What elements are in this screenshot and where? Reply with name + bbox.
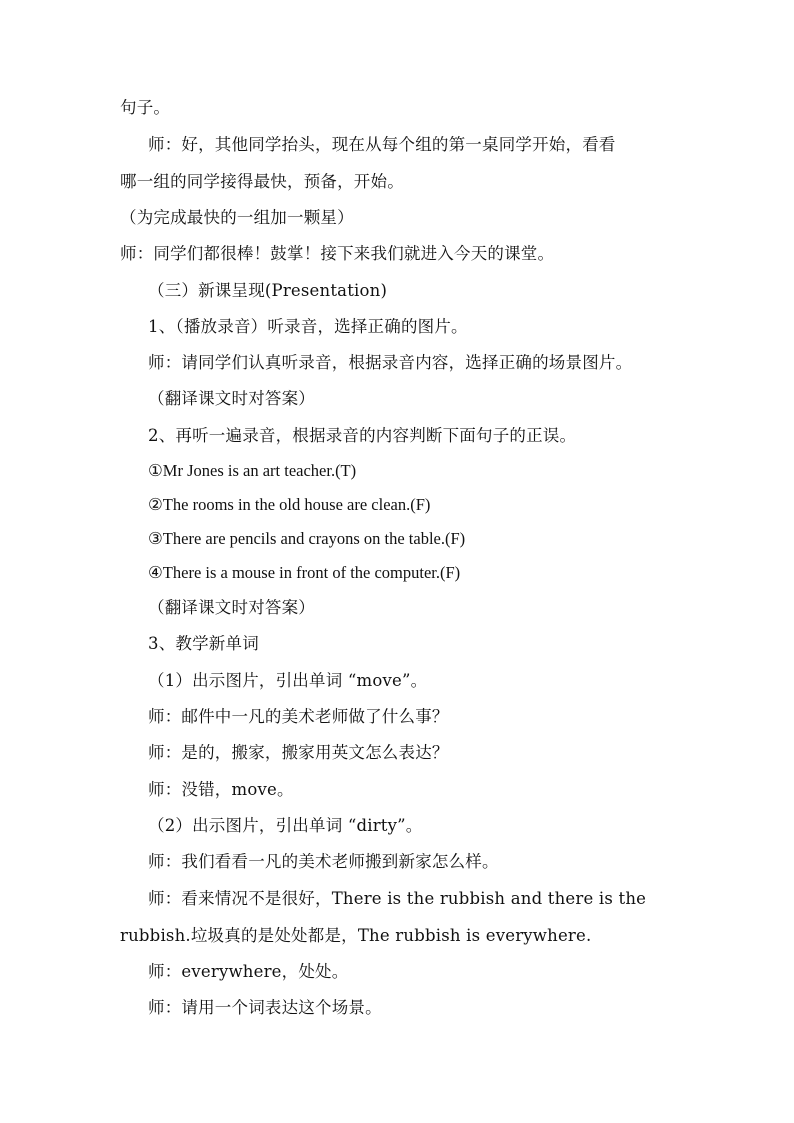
text-line: 师：邮件中一凡的美术老师做了什么事？ bbox=[148, 707, 449, 726]
text-line: 师：请同学们认真听录音，根据录音内容，选择正确的场景图片。 bbox=[148, 353, 633, 372]
true-false-item: ④There is a mouse in front of the computer.(F) bbox=[148, 563, 461, 582]
text-line: 师：我们看看一凡的美术老师搬到新家怎么样。 bbox=[148, 852, 499, 871]
text-line: （为完成最快的一组加一颗星） bbox=[120, 208, 354, 227]
text-line: 2、再听一遍录音，根据录音的内容判断下面句子的正误。 bbox=[148, 426, 577, 445]
true-false-item: ②The rooms in the old house are clean.(F) bbox=[148, 495, 431, 514]
section-heading: （三）新课呈现(Presentation) bbox=[148, 281, 388, 300]
text-line: （1）出示图片，引出单词 “move”。 bbox=[148, 671, 428, 690]
text-line: 师：请用一个词表达这个场景。 bbox=[148, 998, 382, 1017]
text-line: 师：好，其他同学抬头，现在从每个组的第一桌同学开始，看看 bbox=[148, 135, 616, 154]
text-line: （2）出示图片，引出单词 “dirty”。 bbox=[148, 816, 423, 835]
text-line: 哪一组的同学接得最快，预备，开始。 bbox=[120, 172, 404, 191]
true-false-item: ①Mr Jones is an art teacher.(T) bbox=[148, 461, 357, 480]
text-line: 句子。 bbox=[120, 98, 171, 117]
text-line: （翻译课文时对答案） bbox=[148, 389, 315, 408]
text-line: 3、教学新单词 bbox=[148, 634, 259, 653]
text-line: 师：是的，搬家，搬家用英文怎么表达？ bbox=[148, 743, 449, 762]
text-line: 师：没错，move。 bbox=[148, 780, 294, 799]
text-line: 1、（播放录音）听录音，选择正确的图片。 bbox=[148, 317, 468, 336]
text-line: 师：同学们都很棒！鼓掌！接下来我们就进入今天的课堂。 bbox=[120, 244, 555, 263]
text-line: 师：everywhere，处处。 bbox=[148, 962, 349, 981]
text-line: （翻译课文时对答案） bbox=[148, 598, 315, 617]
text-line: 师：看来情况不是很好，There is the rubbish and there is the bbox=[148, 889, 647, 908]
true-false-item: ③There are pencils and crayons on the table.(F) bbox=[148, 529, 466, 548]
text-line: rubbish.垃圾真的是处处都是，The rubbish is everywhere. bbox=[120, 926, 592, 945]
